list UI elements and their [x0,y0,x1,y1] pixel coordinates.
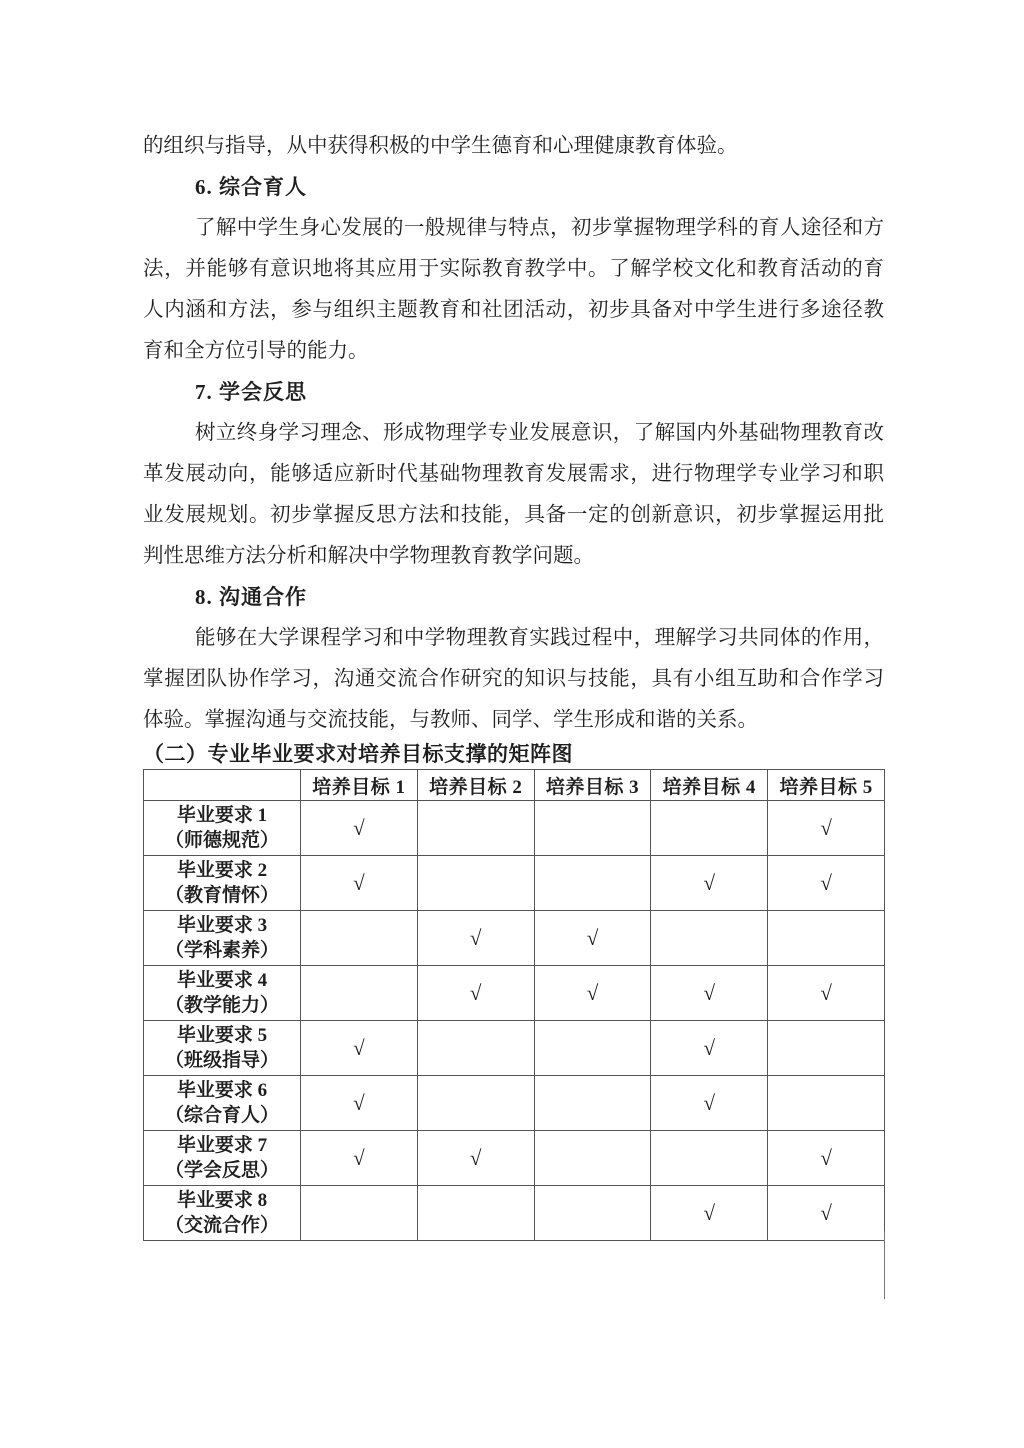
empty-cell [768,1021,885,1076]
empty-cell [534,856,651,911]
table-row-requirement-3 [144,911,885,966]
empty-cell [417,1021,534,1076]
requirement-name: 毕业要求 2 [176,860,268,881]
paragraph-line: 判性思维方法分析和解决中学物理教育教学问题。 [143,545,594,567]
empty-cell [534,1076,651,1131]
document-content [143,126,884,1241]
requirement-name: 毕业要求 8 [176,1190,268,1211]
empty-cell [534,1131,651,1186]
paragraph-continuation-line: 的组织与指导，从中获得积极的中学生德育和心理健康教育体验。 [143,135,738,157]
requirement-name: 毕业要求 6 [176,1080,268,1101]
column-header-goal-5: 培养目标 5 [768,770,885,801]
requirement-name: 毕业要求 4 [176,970,268,991]
support-matrix-table [143,769,885,1241]
check-mark-cell: √ [651,1076,768,1131]
empty-cell [651,1131,768,1186]
paragraph-line: 业发展规划。初步掌握反思方法和技能，具备一定的创新意识，初步掌握运用批 [143,504,884,526]
empty-cell [534,1021,651,1076]
requirement-alias: （学会反思） [164,1160,279,1181]
empty-cell [534,1186,651,1241]
row-label-cell [144,856,301,911]
paragraph-line: 人内涵和方法，参与组织主题教育和社团活动，初步具备对中学生进行多途径教 [143,299,884,321]
table-row-requirement-8 [144,1186,885,1241]
empty-cell [417,1186,534,1241]
table-row-requirement-6 [144,1076,885,1131]
empty-cell [417,856,534,911]
row-label-cell [144,966,301,1021]
table-row-requirement-4 [144,966,885,1021]
empty-cell [417,1076,534,1131]
check-mark-cell: √ [301,1131,418,1186]
paragraph-line: 体验。掌握沟通与交流技能，与教师、同学、学生形成和谐的关系。 [143,709,758,731]
check-mark-cell: √ [417,966,534,1021]
row-label-cell [144,801,301,856]
paragraph-line: 能够在大学课程学习和中学物理教育实践过程中，理解学习共同体的作用， [195,627,884,649]
check-mark-cell: √ [651,1186,768,1241]
requirement-name: 毕业要求 3 [176,915,268,936]
empty-cell [768,911,885,966]
empty-cell [534,801,651,856]
requirement-alias: （综合育人） [164,1105,279,1126]
table-row-requirement-1 [144,801,885,856]
empty-cell [417,801,534,856]
table-corner-cell [144,770,301,801]
empty-cell [768,1076,885,1131]
check-mark-cell: √ [301,856,418,911]
check-mark-cell: √ [651,856,768,911]
check-mark-cell: √ [301,1076,418,1131]
requirement-alias: （教育情怀） [164,885,279,906]
column-header-goal-1: 培养目标 1 [301,770,418,801]
paragraph-line: 育和全方位引导的能力。 [143,340,369,362]
check-mark-cell: √ [768,801,885,856]
check-mark-cell: √ [768,966,885,1021]
requirement-name: 毕业要求 7 [176,1135,268,1156]
paragraph-line: 树立终身学习理念、形成物理学专业发展意识，了解国内外基础物理教育改 [195,422,884,444]
row-label-cell [144,1076,301,1131]
numbered-sections [143,167,884,741]
section-heading-8: 8. 沟通合作 [195,585,307,609]
requirement-name: 毕业要求 5 [176,1025,268,1046]
requirement-name: 毕业要求 1 [176,805,268,826]
matrix-section-heading: （二）专业毕业要求对培养目标支撑的矩阵图 [143,742,573,766]
row-label-cell [144,911,301,966]
table-row-requirement-2 [144,856,885,911]
check-mark-cell: √ [301,801,418,856]
requirement-alias: （班级指导） [164,1050,279,1071]
row-label-cell [144,1131,301,1186]
check-mark-cell: √ [417,1131,534,1186]
section-heading-7: 7. 学会反思 [195,380,307,404]
column-header-goal-3: 培养目标 3 [534,770,651,801]
check-mark-cell: √ [768,856,885,911]
empty-cell [301,966,418,1021]
paragraph-line: 掌握团队协作学习，沟通交流合作研究的知识与技能，具有小组互助和合作学习 [143,668,884,690]
row-label-cell [144,1021,301,1076]
requirement-alias: （交流合作） [164,1215,279,1236]
table-row-requirement-7 [144,1131,885,1186]
check-mark-cell: √ [534,911,651,966]
empty-cell [301,911,418,966]
requirement-alias: （师德规范） [164,830,279,851]
column-header-goal-4: 培养目标 4 [651,770,768,801]
check-mark-cell: √ [768,1186,885,1241]
empty-cell [301,1186,418,1241]
requirement-alias: （教学能力） [164,995,279,1016]
empty-cell [651,801,768,856]
check-mark-cell: √ [651,966,768,1021]
check-mark-cell: √ [417,911,534,966]
table-row-requirement-5 [144,1021,885,1076]
paragraph-line: 法，并能够有意识地将其应用于实际教育教学中。了解学校文化和教育活动的育 [143,258,884,280]
section-heading-6: 6. 综合育人 [195,175,307,199]
table-header-row [144,770,885,801]
scan-artifact-line [884,1231,885,1299]
requirement-alias: （学科素养） [164,940,279,961]
column-header-goal-2: 培养目标 2 [417,770,534,801]
paragraph-line: 革发展动向，能够适应新时代基础物理教育发展需求，进行物理学专业学习和职 [143,463,884,485]
check-mark-cell: √ [768,1131,885,1186]
row-label-cell [144,1186,301,1241]
check-mark-cell: √ [534,966,651,1021]
empty-cell [651,911,768,966]
check-mark-cell: √ [301,1021,418,1076]
check-mark-cell: √ [651,1021,768,1076]
paragraph-line: 了解中学生身心发展的一般规律与特点，初步掌握物理学科的育人途径和方 [195,217,884,239]
